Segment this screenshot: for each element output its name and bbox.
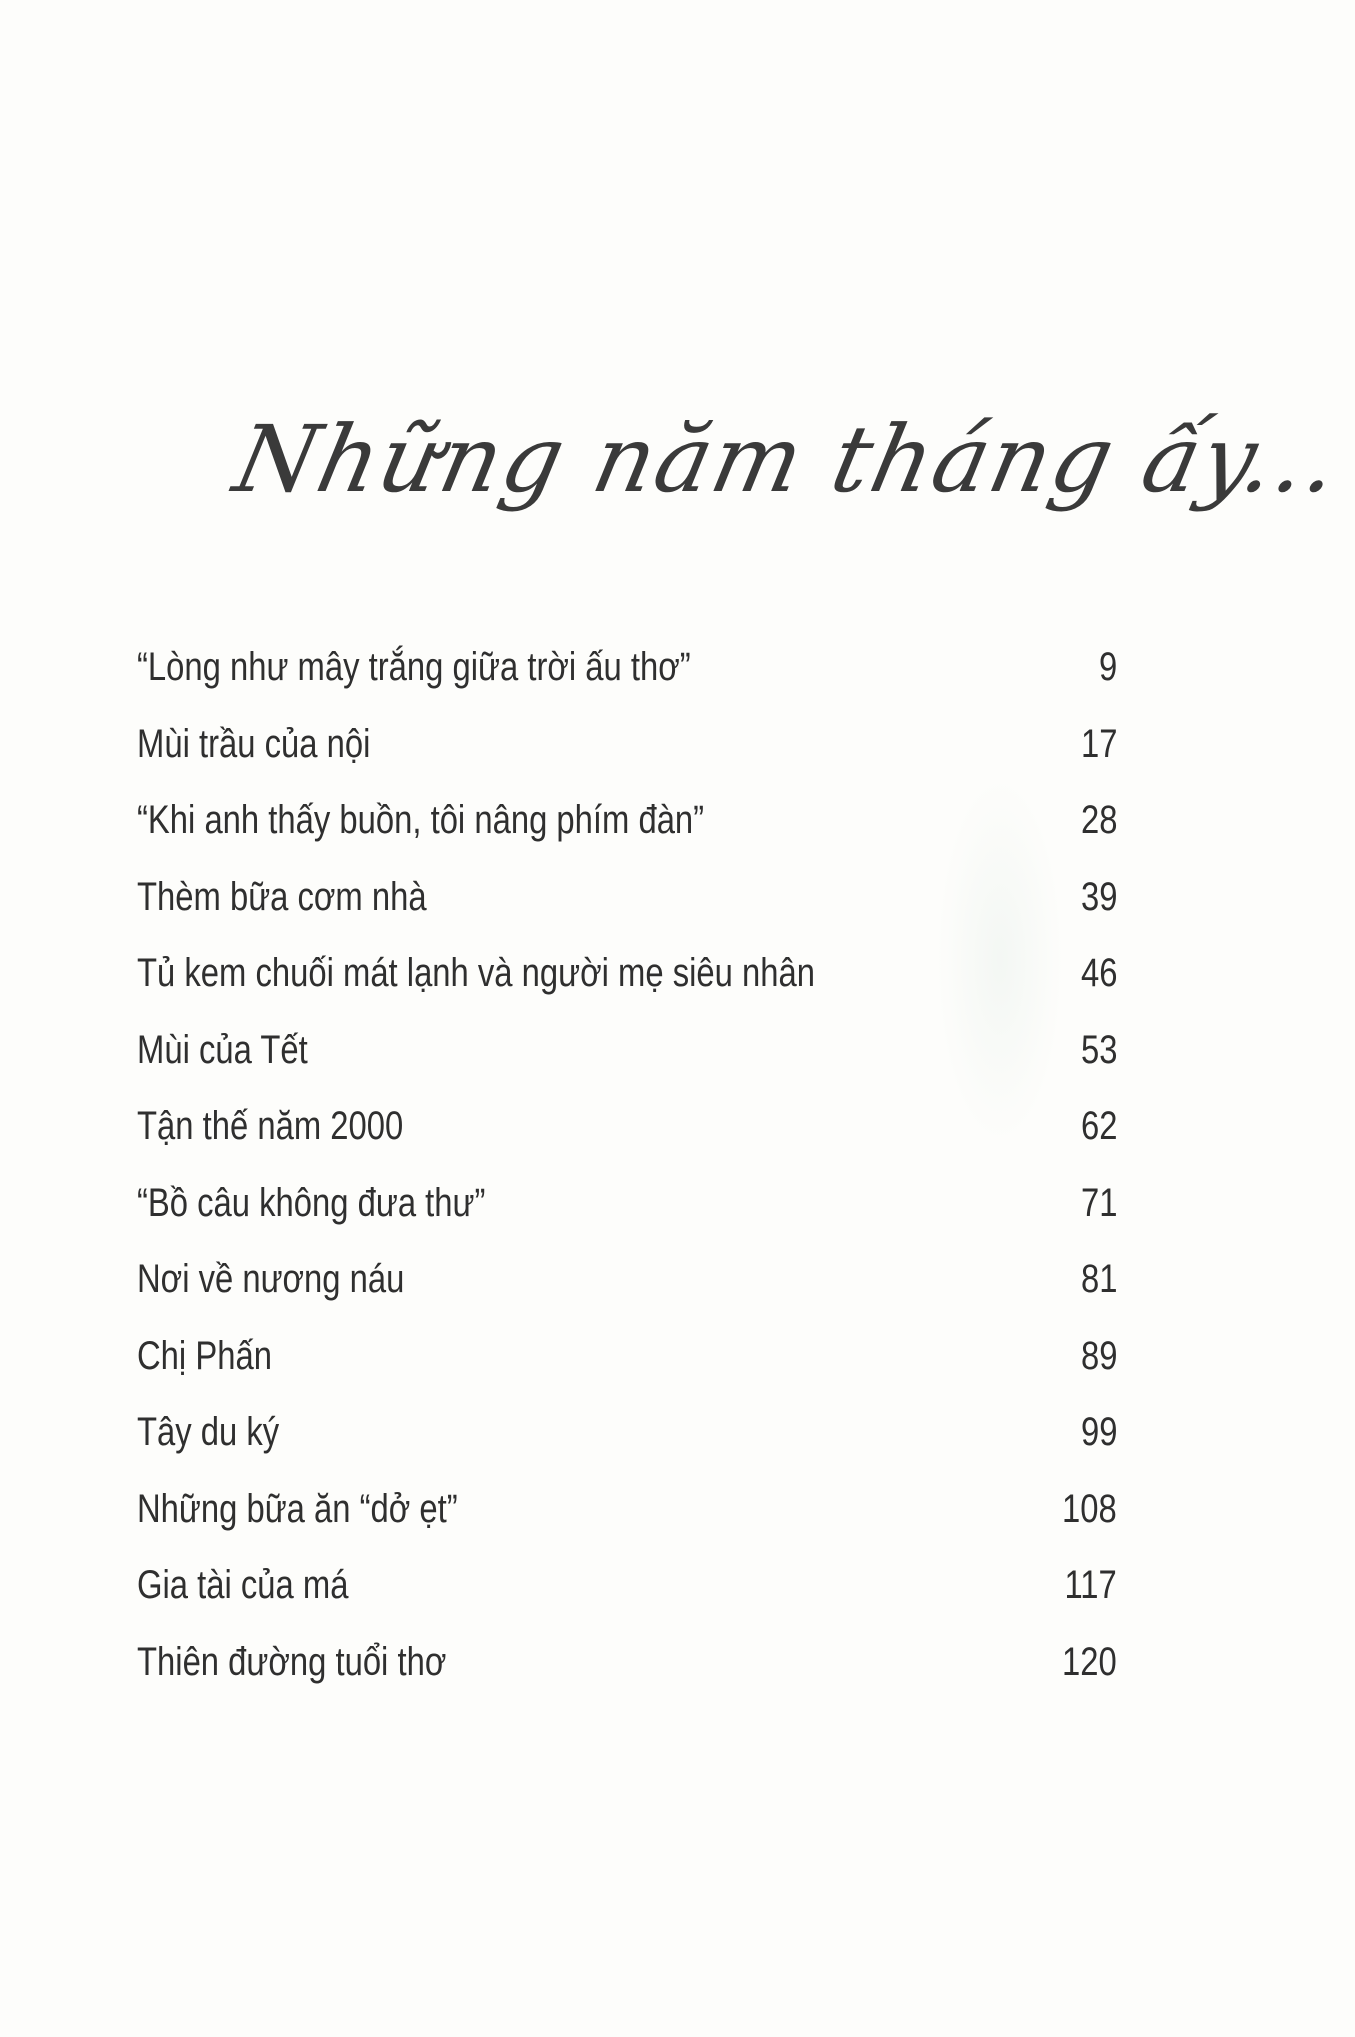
toc-entry-title: Tủ kem chuối mát lạnh và người mẹ siêu nhân — [137, 951, 815, 995]
page-title: Những năm tháng ấy... — [225, 406, 1350, 513]
toc-entry-title: Thèm bữa cơm nhà — [137, 874, 427, 919]
toc-entry — [137, 951, 1117, 1028]
toc-entry-page: 108 — [1062, 1486, 1117, 1531]
toc-entry-title: Mùi của Tết — [137, 1027, 308, 1072]
toc-entry — [137, 1257, 1117, 1334]
toc-entry-title: Chị Phấn — [137, 1333, 272, 1378]
toc-entry — [137, 1640, 1117, 1717]
toc-entry — [137, 722, 1117, 799]
toc-entry-page: 53 — [1080, 1027, 1117, 1072]
toc-entry-page: 17 — [1080, 721, 1117, 766]
toc-entry-page: 71 — [1080, 1180, 1117, 1225]
toc-entry-page: 9 — [1098, 645, 1117, 689]
toc-entry-page: 117 — [1064, 1563, 1117, 1607]
toc-entry-page: 62 — [1080, 1104, 1117, 1148]
toc-entry-title: Gia tài của má — [137, 1563, 349, 1607]
toc-entry — [137, 798, 1117, 875]
toc-entry-title: Mùi trầu của nội — [137, 721, 371, 766]
toc-entry — [137, 1563, 1117, 1640]
toc-entry-page: 28 — [1080, 798, 1117, 842]
toc-entry — [137, 1181, 1117, 1258]
toc-entry-title: Tận thế năm 2000 — [137, 1104, 404, 1148]
toc-entry-title: “Bồ câu không đưa thư” — [137, 1180, 486, 1225]
toc-entry — [137, 1334, 1117, 1411]
toc-entry-title: “Khi anh thấy buồn, tôi nâng phím đàn” — [137, 798, 705, 842]
toc-entry-page: 46 — [1080, 951, 1117, 995]
toc-entry — [137, 645, 1117, 722]
toc-entry-title: “Lòng như mây trắng giữa trời ấu thơ” — [137, 645, 691, 689]
toc-entry-page: 99 — [1080, 1410, 1117, 1454]
toc-entry-page: 81 — [1080, 1257, 1117, 1301]
toc-entry-title: Nơi về nương náu — [137, 1257, 405, 1301]
toc-entry-title: Những bữa ăn “dở ẹt” — [137, 1486, 458, 1531]
toc-entry — [137, 875, 1117, 952]
toc-entry-title: Tây du ký — [137, 1410, 280, 1454]
toc-entry — [137, 1487, 1117, 1564]
toc-entry — [137, 1028, 1117, 1105]
toc-entry-page: 89 — [1080, 1333, 1117, 1378]
toc-entry-title: Thiên đường tuổi thơ — [137, 1639, 447, 1684]
toc-entry-page: 39 — [1080, 874, 1117, 919]
table-of-contents — [137, 645, 1117, 1716]
toc-entry-page: 120 — [1062, 1639, 1117, 1684]
toc-entry — [137, 1104, 1117, 1181]
toc-entry — [137, 1410, 1117, 1487]
